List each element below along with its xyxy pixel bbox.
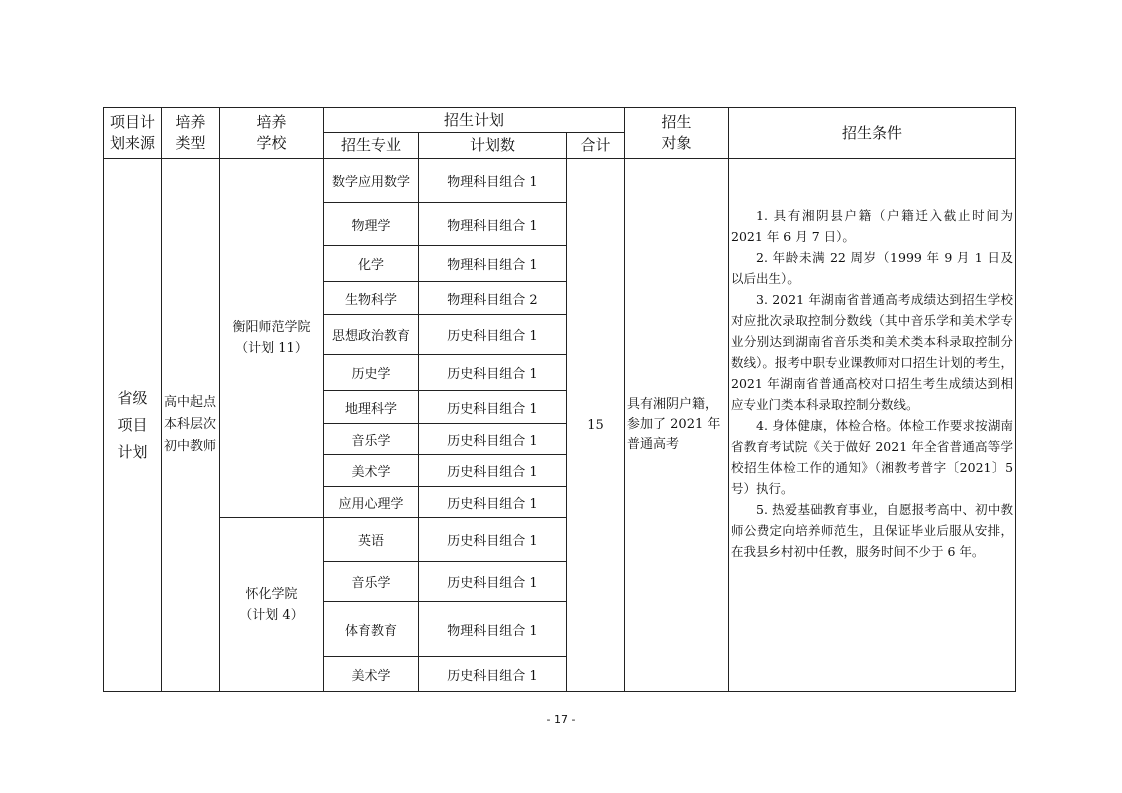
conditions-cell <box>729 159 1016 692</box>
condition-item: 3. 2021 年湖南省普通高考成绩达到招生学校对应批次录取控制分数线（其中音乐学和美术学专业分别达到湖南省音乐类和美术类本科录取控制分数线）。报考中职专业课教师对口招生计划的考生，2021 年湖南省普通高校对口招生考生成绩达到相应专业门类本科录取控制分数线。 <box>731 292 1014 412</box>
enrollment-plan-table <box>103 107 1016 692</box>
major-cell: 美术学 <box>324 657 419 692</box>
major-cell: 思想政治教育 <box>324 315 419 355</box>
plan-count-cell: 历史科目组合 1 <box>419 424 567 455</box>
project-source-cell: 省级 项目 计划 <box>104 159 162 692</box>
major-cell: 化学 <box>324 246 419 282</box>
header-major: 招生专业 <box>324 133 419 159</box>
major-cell: 音乐学 <box>324 562 419 602</box>
major-cell: 美术学 <box>324 455 419 487</box>
condition-item: 5. 热爱基础教育事业，自愿报考高中、初中教师公费定向培养师范生，且保证毕业后服从安排，在我县乡村初中任教，服务时间不少于 6 年。 <box>731 502 1014 559</box>
header-project-source: 项目计 划来源 <box>104 108 162 159</box>
major-cell: 数学应用数学 <box>324 159 419 203</box>
target-cell: 具有湘阴户籍，参加了 2021 年普通高考 <box>625 159 729 692</box>
plan-count-cell: 历史科目组合 1 <box>419 657 567 692</box>
header-plan-count: 计划数 <box>419 133 567 159</box>
training-type-cell: 高中起点 本科层次 初中教师 <box>162 159 220 692</box>
plan-count-cell: 物理科目组合 1 <box>419 159 567 203</box>
plan-count-cell: 历史科目组合 1 <box>419 315 567 355</box>
plan-count-cell: 物理科目组合 1 <box>419 602 567 657</box>
table-row <box>104 159 1016 203</box>
condition-item: 2. 年龄未满 22 周岁（1999 年 9 月 1 日及以后出生）。 <box>731 250 1014 286</box>
major-cell: 应用心理学 <box>324 487 419 518</box>
page-number: - 17 - <box>546 713 576 726</box>
plan-count-cell: 历史科目组合 1 <box>419 391 567 424</box>
plan-count-cell: 物理科目组合 1 <box>419 246 567 282</box>
total-cell: 15 <box>567 159 625 692</box>
school-cell: 衡阳师范学院 （计划 11） <box>220 159 324 518</box>
plan-count-cell: 历史科目组合 1 <box>419 487 567 518</box>
condition-item: 4. 身体健康，体检合格。体检工作要求按湖南省教育考试院《关于做好 2021 年全省普通高等学校招生体检工作的通知》（湘教考普字〔2021〕5 号）执行。 <box>731 418 1014 496</box>
header-training-school: 培养 学校 <box>220 108 324 159</box>
major-cell: 物理学 <box>324 203 419 246</box>
plan-count-cell: 历史科目组合 1 <box>419 455 567 487</box>
condition-item: 1. 具有湘阴县户籍（户籍迁入截止时间为 2021 年 6 月 7 日）。 <box>731 208 1014 244</box>
header-total: 合计 <box>567 133 625 159</box>
header-target: 招生 对象 <box>625 108 729 159</box>
major-cell: 音乐学 <box>324 424 419 455</box>
plan-count-cell: 物理科目组合 2 <box>419 282 567 315</box>
plan-count-cell: 历史科目组合 1 <box>419 355 567 391</box>
major-cell: 英语 <box>324 518 419 562</box>
plan-count-cell: 历史科目组合 1 <box>419 518 567 562</box>
major-cell: 生物科学 <box>324 282 419 315</box>
school-cell: 怀化学院 （计划 4） <box>220 518 324 692</box>
plan-count-cell: 物理科目组合 1 <box>419 203 567 246</box>
header-training-type: 培养 类型 <box>162 108 220 159</box>
header-conditions: 招生条件 <box>729 108 1016 159</box>
plan-count-cell: 历史科目组合 1 <box>419 562 567 602</box>
header-enrollment-plan: 招生计划 <box>324 108 625 133</box>
major-cell: 历史学 <box>324 355 419 391</box>
major-cell: 体育教育 <box>324 602 419 657</box>
major-cell: 地理科学 <box>324 391 419 424</box>
